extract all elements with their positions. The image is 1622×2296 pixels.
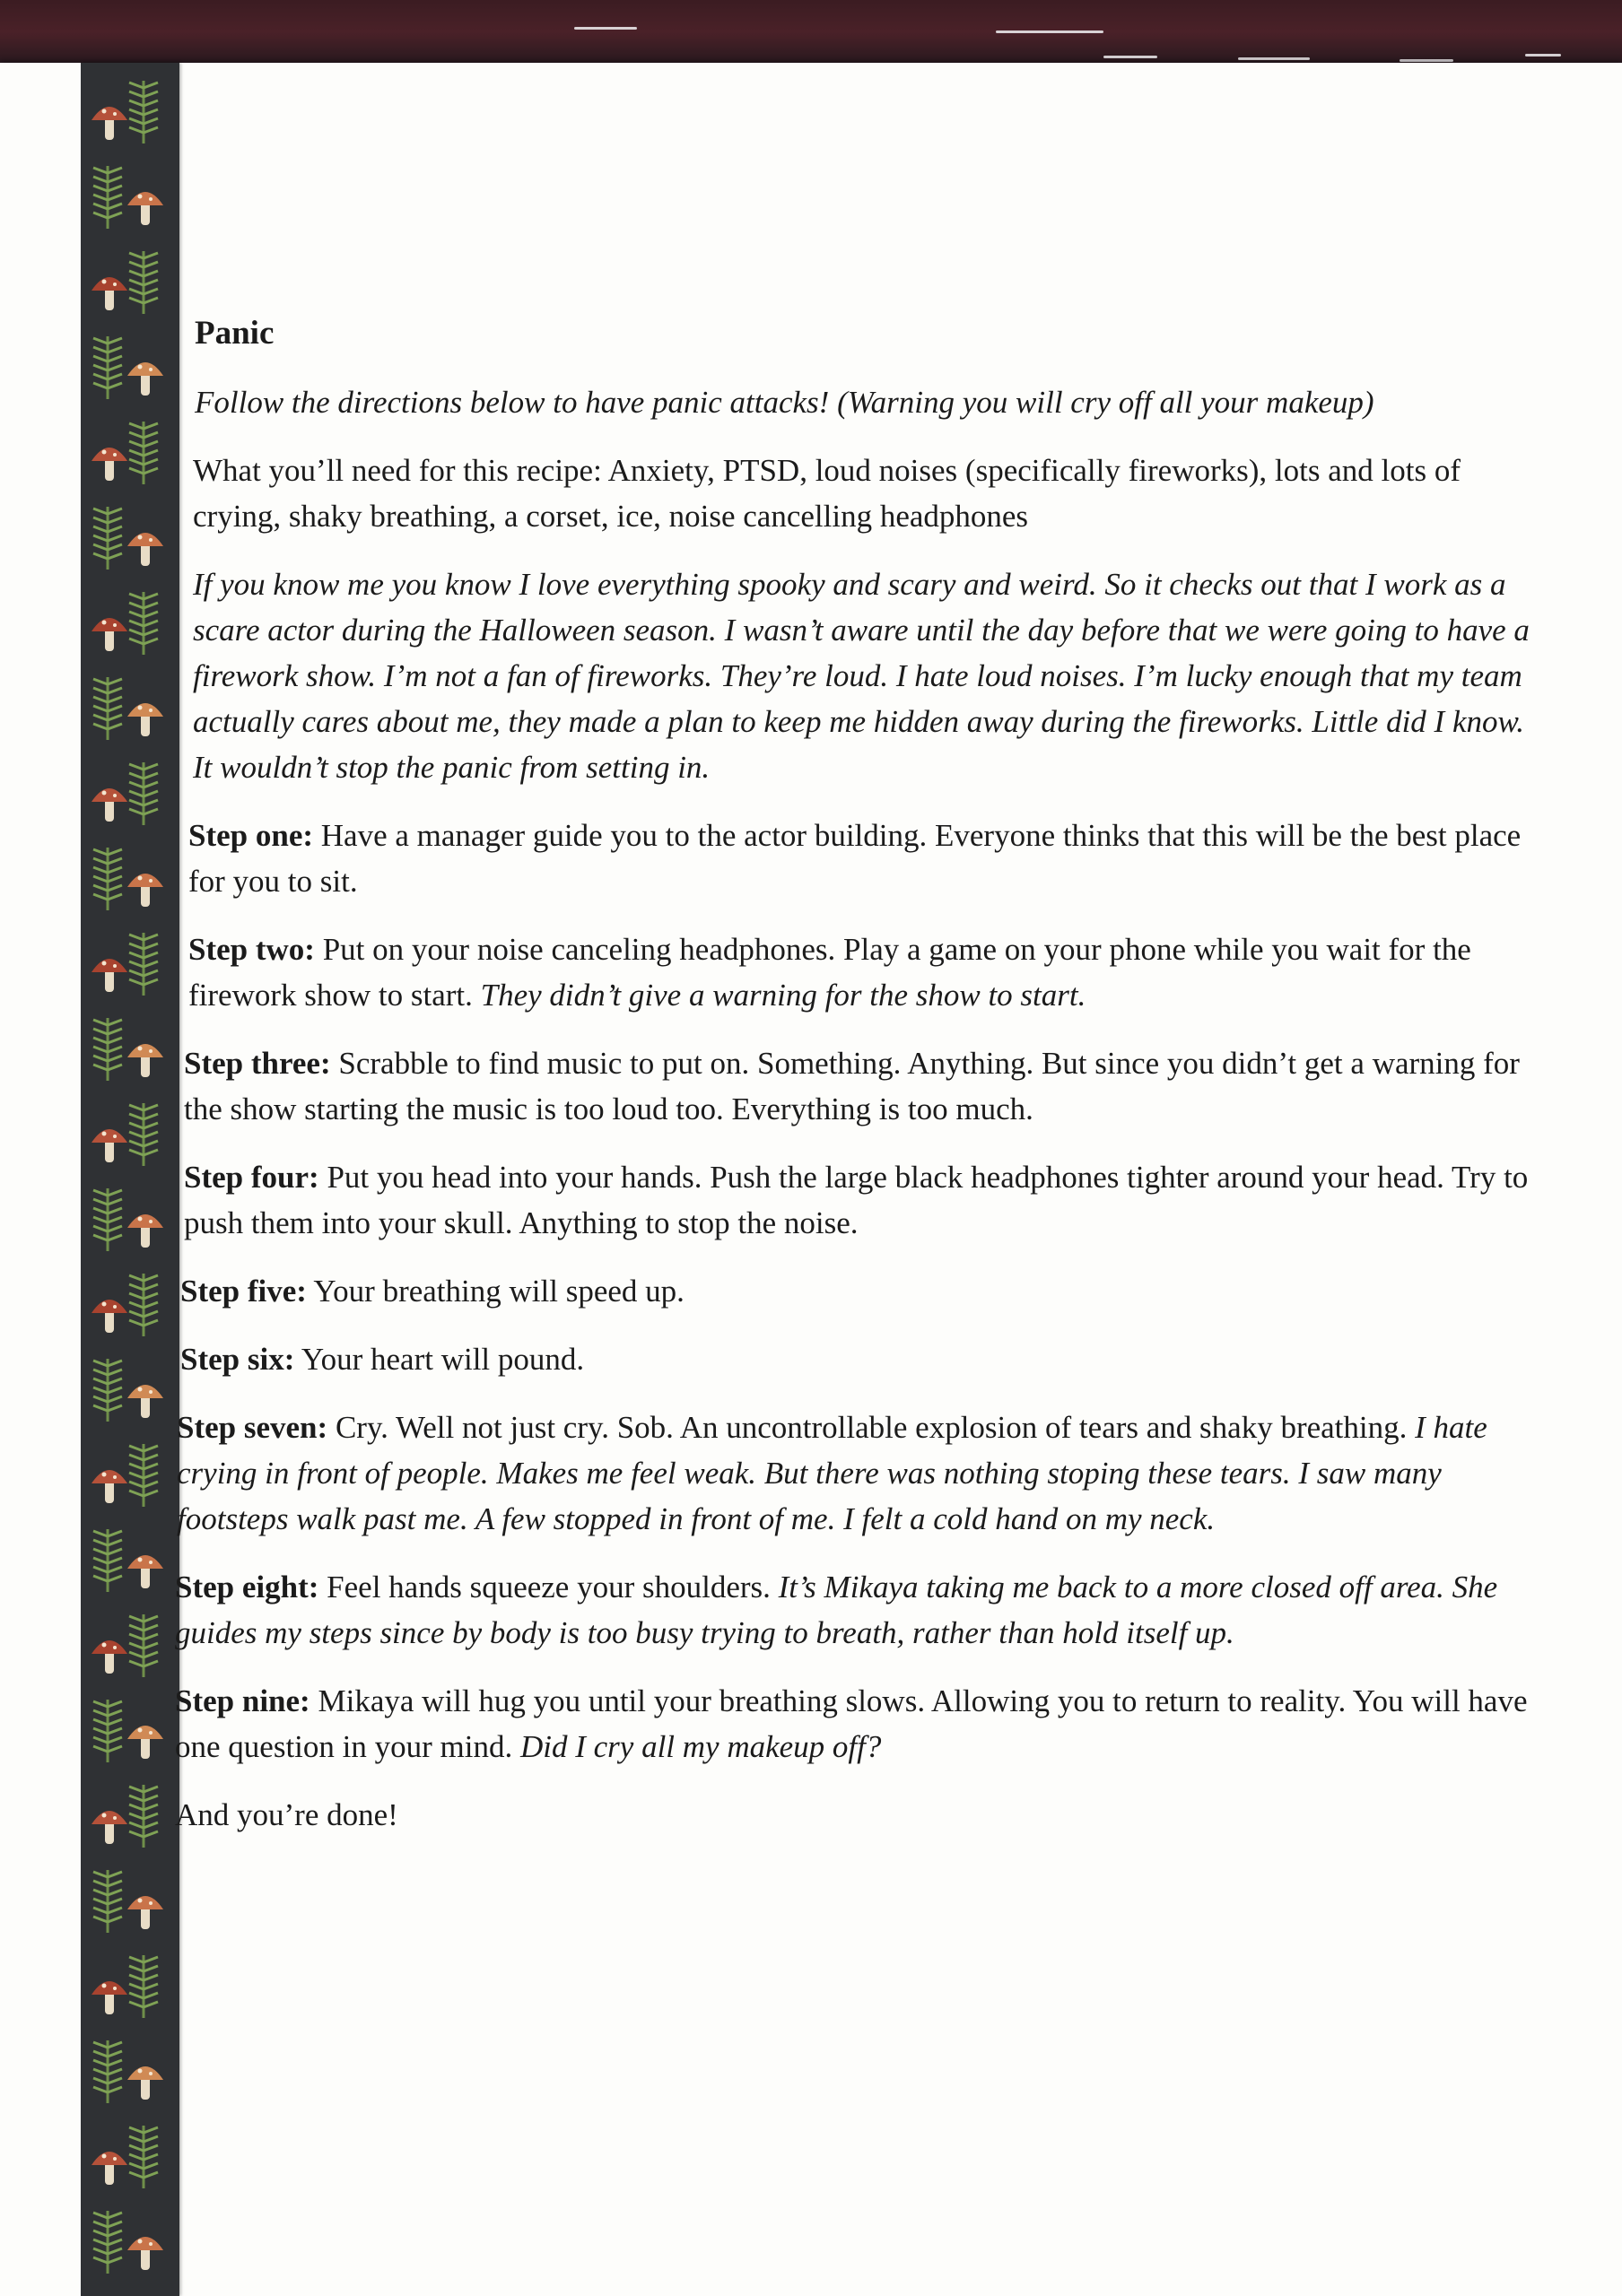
step-four: [184, 1154, 1539, 1246]
mushroom-icon: [92, 1640, 127, 1674]
mushroom-icon: [92, 1470, 127, 1503]
document-title: Panic: [195, 315, 275, 352]
fern-leaf-icon: [129, 1103, 158, 1166]
fern-leaf-icon: [129, 1444, 158, 1507]
fern-leaf-icon: [93, 166, 122, 229]
mushroom-icon: [92, 959, 127, 992]
fern-leaf-icon: [93, 336, 122, 399]
mushroom-icon: [92, 448, 127, 481]
decorative-ribbon: [81, 63, 179, 2296]
step-six: [180, 1336, 1539, 1382]
fern-leaf-icon: [129, 592, 158, 655]
fern-leaf-icon: [93, 677, 122, 740]
document-body: [175, 314, 1539, 1860]
step-label: Step eight:: [175, 1570, 319, 1605]
step-text: Have a manager guide you to the actor building. Everyone thinks that this will be the best place for you to sit.: [188, 818, 1522, 899]
mushroom-icon: [127, 1896, 163, 1929]
fern-leaf-icon: [129, 251, 158, 314]
mushroom-icon: [127, 533, 163, 566]
mushroom-icon: [127, 703, 163, 736]
step-seven: [177, 1405, 1539, 1542]
mushroom-icon: [127, 1214, 163, 1248]
step-text: Mikaya will hug you until your breathing slows. Allowing you to return to reality. You will have one question in your mind.: [175, 1683, 1528, 1764]
mushroom-icon: [92, 107, 127, 140]
step-text: Cry. Well not just cry. Sob. An uncontrollable explosion of tears and shaky breathing.: [335, 1410, 1408, 1445]
step-label: Step nine:: [175, 1683, 310, 1718]
mushroom-icon: [92, 618, 127, 651]
ribbon-pattern: [81, 63, 179, 2296]
mushroom-icon: [127, 2066, 163, 2100]
step-one: [188, 813, 1539, 904]
mushroom-icon: [92, 1811, 127, 1844]
fern-leaf-icon: [129, 762, 158, 825]
fern-leaf-icon: [129, 1614, 158, 1677]
fern-leaf-icon: [129, 1785, 158, 1848]
step-text: Your heart will pound.: [301, 1342, 585, 1377]
mushroom-icon: [92, 1981, 127, 2014]
fern-leaf-icon: [93, 507, 122, 570]
step-three: [184, 1040, 1539, 1132]
fern-leaf-icon: [93, 1359, 122, 1422]
step-aside: Did I cry all my makeup off?: [519, 1729, 882, 1764]
step-text: Scrabble to find music to put on. Something. Anything. But since you didn’t get a warning for the show starting the music is too loud too. Everything is too much.: [184, 1046, 1520, 1126]
fern-leaf-icon: [129, 2126, 158, 2188]
intro-paragraph: Follow the directions below to have panic attacks! (Warning you will cry off all your makeup): [195, 385, 1374, 420]
step-label: Step one:: [188, 818, 314, 853]
step-text: Feel hands squeeze your shoulders.: [327, 1570, 771, 1605]
mushroom-icon: [127, 874, 163, 907]
mushroom-icon: [92, 2152, 127, 2185]
mushroom-icon: [127, 1385, 163, 1418]
mushroom-icon: [127, 1555, 163, 1588]
step-label: Step three:: [184, 1046, 331, 1081]
ending-line: And you’re done!: [175, 1797, 398, 1832]
fern-leaf-icon: [129, 81, 158, 144]
fern-leaf-icon: [93, 1700, 122, 1762]
step-label: Step four:: [184, 1160, 319, 1195]
fern-leaf-icon: [129, 933, 158, 996]
fern-leaf-icon: [129, 1274, 158, 1336]
mushroom-icon: [127, 362, 163, 396]
mushroom-icon: [127, 2237, 163, 2270]
mushroom-icon: [127, 192, 163, 225]
mushroom-icon: [127, 1044, 163, 1077]
fern-leaf-icon: [129, 1955, 158, 2018]
step-text: Your breathing will speed up.: [313, 1274, 685, 1309]
fern-leaf-icon: [93, 2040, 122, 2103]
step-label: Step seven:: [177, 1410, 328, 1445]
step-aside: It’s Mikaya taking me back to a more closed off area. She guides my steps since by body is too busy trying to breath, rather than hold itself up.: [175, 1570, 1498, 1650]
fern-leaf-icon: [93, 1188, 122, 1251]
step-two: [188, 926, 1539, 1018]
fern-leaf-icon: [93, 1529, 122, 1592]
step-aside: I hate crying in front of people. Makes me feel weak. But there was nothing stoping these tears. I saw many footsteps walk past me. A few stopped in front of me. I felt a cold hand on my neck.: [177, 1410, 1487, 1536]
fern-leaf-icon: [129, 422, 158, 484]
step-label: Step two:: [188, 932, 315, 967]
fern-leaf-icon: [93, 1018, 122, 1081]
step-text: Put on your noise canceling headphones. Play a game on your phone while you wait for the firework show to start.: [188, 932, 1471, 1013]
mushroom-icon: [92, 1129, 127, 1162]
mushroom-icon: [92, 277, 127, 310]
fern-leaf-icon: [93, 1870, 122, 1933]
story-paragraph: If you know me you know I love everything spooky and scary and weird. So it checks out that I work as a scare actor during the Halloween season. I wasn’t aware until the day before that we were going to have a firework show. I’m not a fan of fireworks. They’re loud. I hate loud noises. I’m lucky enough that my team actually cares about me, they made a plan to keep me hidden away during the fireworks. Little did I know. It wouldn’t stop the panic from setting in.: [193, 567, 1530, 785]
mushroom-icon: [92, 1300, 127, 1333]
fern-leaf-icon: [93, 2211, 122, 2274]
fern-leaf-icon: [93, 848, 122, 910]
step-aside: They didn’t give a warning for the show to start.: [480, 978, 1086, 1013]
step-five: [180, 1268, 1539, 1314]
step-label: Step six:: [180, 1342, 295, 1377]
step-text: Put you head into your hands. Push the large black headphones tighter around your head. Try to push them into your skull. Anything to stop the noise.: [184, 1160, 1529, 1240]
ingredients-paragraph: What you’ll need for this recipe: Anxiety, PTSD, loud noises (specifically fireworks), lots and lots of crying, shaky breathing, a corset, ice, noise cancelling headphones: [193, 453, 1461, 534]
step-nine: [175, 1678, 1539, 1770]
mushroom-icon: [127, 1726, 163, 1759]
step-eight: [175, 1564, 1539, 1656]
step-label: Step five:: [180, 1274, 307, 1309]
mushroom-icon: [92, 788, 127, 822]
